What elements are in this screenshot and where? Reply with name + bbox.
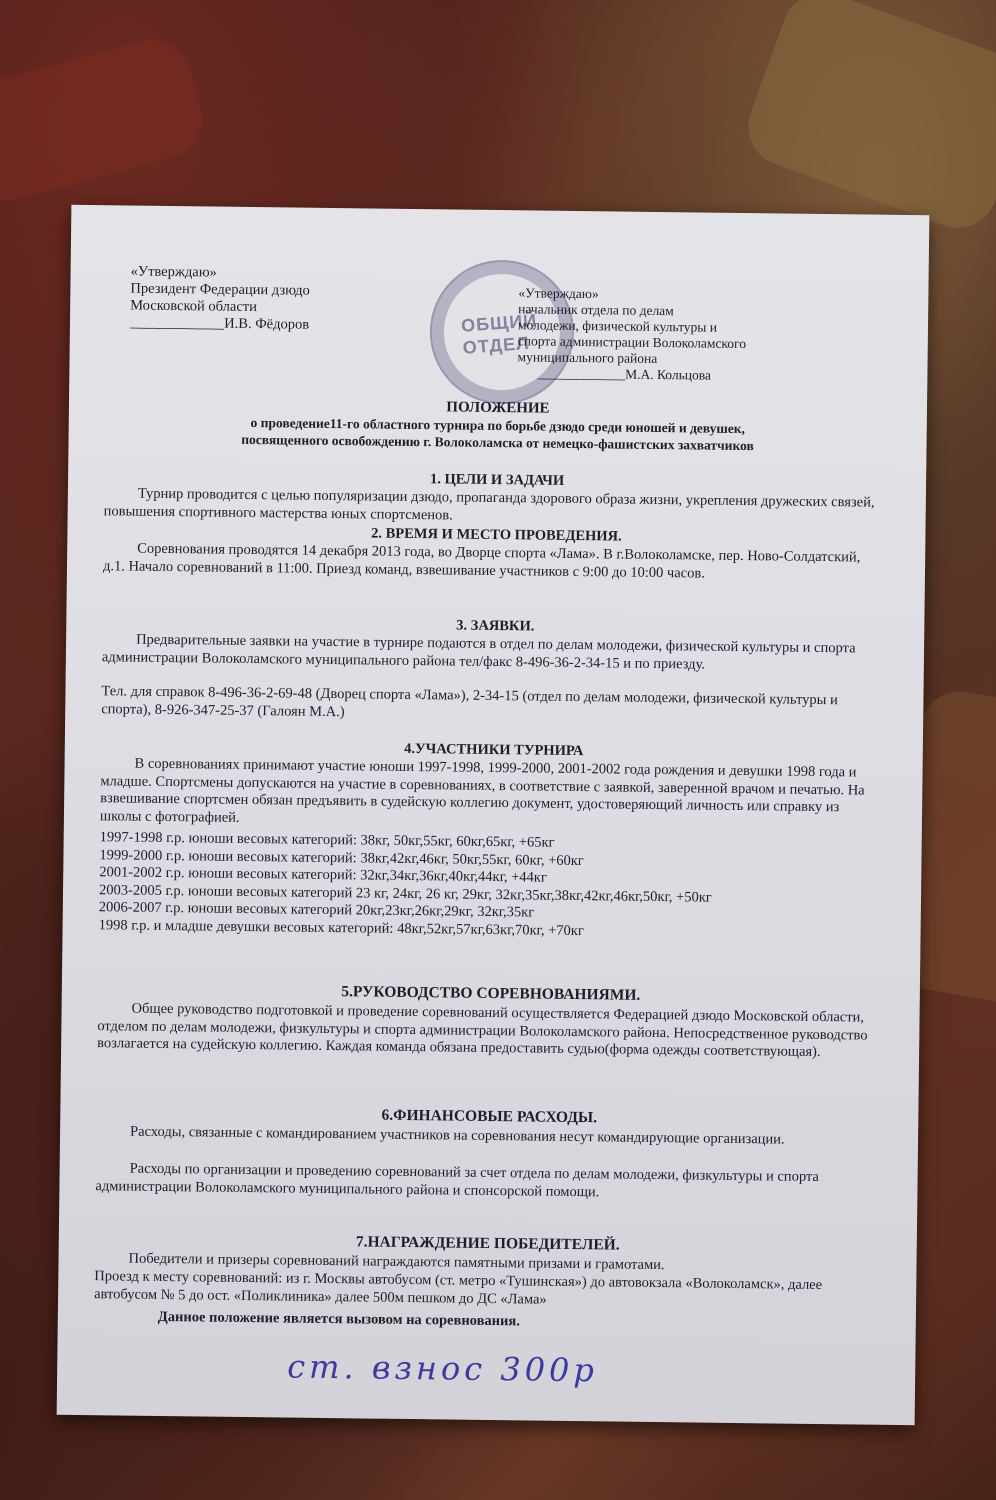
approval-line: «Утверждаю»: [518, 285, 599, 302]
section-text: Турнир проводится с целью популяризации дзюдо, пропаганда здорового образа жизни, укрепления дружеских связей, повышения спортивного мастерства юных спортсменов.: [103, 485, 875, 523]
section-text: Соревнования проводятся 14 декабря 2013 года, во Дворце спорта «Лама». В г.Волоколамске, пер. Ново-Солдатский, д.1. Начало соревнований в 11:00. Приезд команд, взвешивание участников с 9:00 до 10:00 часов.: [102, 540, 861, 582]
weight-category-row: 2001-2002 г.р. юноши весовых категорий: 32кг,34кг,36кг,40кг,44кг, +44кг: [99, 864, 547, 886]
approval-line: муниципального района: [517, 349, 658, 366]
approval-line: молодежи, физической культуры и: [517, 317, 718, 335]
section-text: Расходы, связанные с командированием участников на соревнования несут командирующие организации.: [130, 1123, 785, 1148]
carpet-pattern: [0, 31, 211, 209]
section-title: 5.РУКОВОДСТВО СОРЕВНОВАНИЯМИ.: [341, 983, 641, 1004]
document-title: ПОЛОЖЕНИЕ: [446, 399, 550, 417]
approval-block-left: [130, 264, 310, 334]
section-text: Расходы по организации и проведению соревнований за счет отдела по делам молодежи, физкультуры и спорта администрации Волоколамского муниципального района и спонсорской помощи.: [95, 1160, 819, 1200]
approval-line: спорта администрации Волоколамского: [517, 333, 747, 352]
approval-line: Президент Федерации дзюдо: [130, 280, 310, 299]
section-text: Общее руководство подготовкой и проведение соревнований осуществляется Федерацией дзюдо Московской области, отделом по делам молодежи, физкультуры и спорта администрации Волоколамского района. Непосредственное руководство возлагается на судейскую коллегию. Каждая команда обязана предоставить судью(форма одежды соответствующая).: [97, 1000, 868, 1061]
weight-category-row: 2003-2005 г.р. юноши весовых категорий 23 кг, 24кг, 26 кг, 29кг, 32кг,35кг,38кг,42кг,46кг,50кг, +50кг: [98, 881, 712, 906]
section-text: Проезд к месту соревнований: из г. Москвы автобусом (ст. метро «Тушинская») до автовокзала «Волоколамск», далее автобусом № 5 до ост. «Поликлиника» далее 500м пешком до ДС «Лама»: [94, 1268, 823, 1308]
stamp-text-line: ОБЩИЙ: [460, 310, 538, 336]
stamp-text-line: ОТДЕЛ: [462, 332, 531, 358]
document-subtitle: о проведение11-го областного турнира по борьбе дзюдо среди юношей и девушек,: [250, 415, 746, 437]
section-title: 2. ВРЕМЯ И МЕСТО ПРОВЕДЕНИЯ.: [371, 525, 622, 545]
section-text: В соревнованиях принимают участие юноши 1997-1998, 1999-2000, 2001-2002 года рождения и девушки 1998 года и младше. Спортсмены допускаются на участие в соревнованиях, в соответствие с заявкой, заверенной врачом и печатью. На взвешивание спортсмен обязан предъявить в судейскую коллегию документ, удостоверяющий личность или справку из школы с фотографией.: [99, 755, 865, 826]
weight-category-row: 1998 г.р. и младше девушки весовых категорий: 48кг,52кг,57кг,63кг,70кг, +70кг: [98, 916, 584, 939]
approval-line: Московской области: [130, 297, 258, 316]
approval-block-right: [517, 285, 746, 384]
weight-category-row: 2006-2007 г.р. юноши весовых категорий 20кг,23кг,26кг,29кг, 32кг,35кг: [98, 899, 535, 921]
section-text: Победители и призеры соревнований награждаются памятными призами и грамотами.: [128, 1250, 665, 1274]
weight-category-row: 1999-2000 г.р. юноши весовых категорий: 38кг,42кг,46кг, 50кг,55кг, 60кг, +60кг: [99, 846, 584, 869]
section-phones: Тел. для справок 8-496-36-2-69-48 (Дворец спорта «Лама»), 2-34-15 (отдел по делам молодежи, физической культуры и спорта), 8-926-347-25-37 (Галоян М.А.): [101, 683, 838, 720]
section-title: 4.УЧАСТНИКИ ТУРНИРА: [404, 740, 584, 760]
document-page: [57, 205, 930, 1425]
approval-signature: _____________И.В. Фёдоров: [129, 314, 310, 333]
section-title: 7.НАГРАЖДЕНИЕ ПОБЕДИТЕЛЕЙ.: [355, 1233, 620, 1254]
final-note: Данное положение является вызовом на соревнования.: [157, 1308, 520, 1330]
approval-line: начальник отдела по делам: [518, 301, 674, 319]
carpet-pattern: [737, 0, 996, 239]
section-title: 6.ФИНАНСОВЫЕ РАСХОДЫ.: [381, 1106, 598, 1127]
weight-category-row: 1997-1998 г.р. юноши весовых категорий: 38кг, 50кг,55кг, 60кг,65кг, +65кг: [99, 829, 555, 851]
section-title: 1. ЦЕЛИ И ЗАДАЧИ: [429, 471, 565, 489]
document-heading: [88, 395, 907, 456]
section-title: 3. ЗАЯВКИ.: [456, 617, 535, 635]
document-subtitle: посвященного освобождению г. Волоколамска от немецко-фашистских захватчиков: [241, 431, 754, 454]
section-text: Предварительные заявки на участие в турнире подаются в отдел по делам молодежи, физической культуры и спорта администрации Волоколамского муниципального района тел/факс 8-496-36-2-34-15 и по приезду.: [101, 631, 856, 673]
approval-signature: _____________М.А. Кольцова: [537, 365, 712, 383]
handwritten-note: ст. взнос 300р: [287, 1347, 599, 1390]
weight-categories-list: [99, 829, 882, 944]
approval-line: «Утверждаю»: [130, 263, 217, 281]
